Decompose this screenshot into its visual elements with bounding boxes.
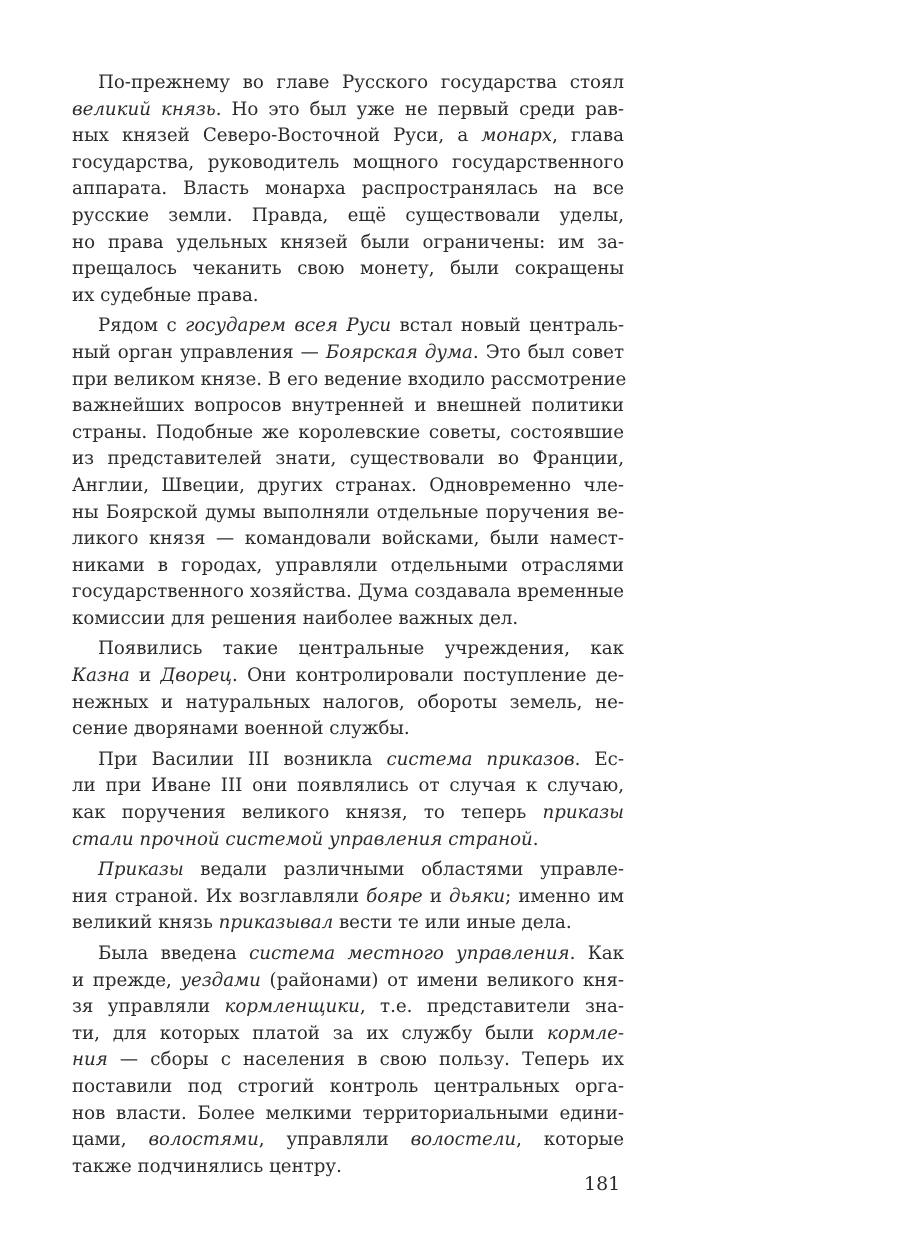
text-line: [72, 941, 624, 968]
text-line: [72, 579, 624, 606]
text-line: [72, 283, 624, 310]
text-run: Рядом с: [98, 315, 186, 337]
text-line: [72, 1154, 624, 1181]
text-line: [72, 1074, 624, 1101]
text-run: — сборы с населения в свою пользу. Теперь их: [107, 1049, 624, 1071]
text-run: сение дворянами военной службы.: [72, 718, 410, 740]
text-run: страны. Подобные же королевские советы, состоявшие: [72, 421, 624, 443]
text-line: [72, 367, 627, 394]
italic-term: волостями: [148, 1129, 259, 1151]
text-line: [72, 123, 624, 150]
text-run: . Они контролировали поступление де-: [231, 665, 624, 687]
text-line: [72, 636, 624, 663]
text-run: вести те или иные дела.: [333, 912, 572, 934]
text-line: [72, 800, 624, 827]
text-line: [72, 553, 624, 580]
italic-term: кормленщики: [224, 996, 360, 1018]
text-line: [72, 827, 624, 854]
italic-term: великий князь: [72, 98, 216, 120]
paragraph: [72, 636, 624, 742]
italic-term: система местного управления: [249, 943, 570, 964]
text-run: зя управляли: [72, 996, 225, 1018]
italic-term: приказывал: [218, 912, 334, 934]
text-run: , которые: [516, 1129, 624, 1151]
text-run: при великом князе. В его ведение входило рассмотрение: [72, 368, 627, 390]
paragraph: [72, 941, 624, 1180]
text-line: [72, 313, 624, 340]
text-run: прещалось чеканить свою монету, были сокращены: [72, 258, 624, 280]
text-run: ли при Иване III они появлялись от случая к случаю,: [72, 775, 624, 797]
text-run: поставили под строгий контроль центральных орга-: [72, 1075, 624, 1097]
text-run: ти, для которых платой за их службу были: [72, 1022, 547, 1044]
italic-term: волостели: [410, 1129, 517, 1151]
text-run: государственного хозяйства. Дума создавала временные: [72, 581, 624, 603]
text-line: [72, 747, 624, 774]
text-line: [72, 994, 624, 1021]
italic-term: монарх: [481, 125, 553, 147]
text-line: [72, 150, 624, 177]
page-number: 181: [584, 1173, 621, 1195]
text-line: [72, 393, 624, 420]
text-run: важнейших вопросов внутренней и внешней политики: [72, 395, 624, 417]
paragraph: [72, 313, 627, 632]
text-run: , т.е. представители зна-: [359, 996, 624, 1018]
text-line: [72, 716, 624, 743]
text-line: [72, 1127, 624, 1154]
text-run: нов власти. Более мелкими территориальными едини-: [72, 1102, 624, 1124]
text-run: цами,: [72, 1129, 149, 1151]
text-line: [72, 97, 624, 124]
text-run: аппарата. Власть монарха распространялась на все: [72, 178, 624, 200]
text-line: [72, 690, 624, 717]
text-run: . Но это был уже не первый среди рав-: [215, 98, 625, 120]
italic-term: кормле-: [546, 1022, 624, 1044]
text-line: [72, 70, 624, 97]
text-run: их судебные права.: [72, 284, 259, 306]
text-run: великий князь: [72, 912, 219, 934]
text-line: [72, 230, 624, 257]
italic-term: система приказов: [386, 748, 575, 770]
text-run: При Василии III возникла: [98, 748, 387, 770]
text-run: ный орган управления —: [72, 341, 326, 363]
page-body: [72, 70, 627, 1184]
text-run: но права удельных князей были ограничены: им за-: [72, 231, 624, 253]
text-run: комиссии для решения наиболее важных дел.: [72, 607, 519, 629]
text-run: и: [422, 885, 450, 907]
text-run: По-прежнему во главе Русского государства стоял: [98, 72, 624, 93]
text-run: .: [532, 828, 539, 850]
text-run: , управляли: [258, 1129, 411, 1151]
italic-term: Дворец: [160, 665, 232, 687]
text-run: . Как: [569, 943, 624, 964]
italic-term: бояре: [366, 885, 423, 907]
italic-term: дьяки: [449, 885, 506, 907]
text-run: ликого князя — командовали войсками, были намест-: [72, 528, 624, 550]
text-run: (районами) от имени великого кня-: [260, 969, 625, 991]
text-run: никами в городах, управляли отдельными отраслями: [72, 554, 624, 576]
italic-term: Казна: [72, 665, 130, 687]
italic-term: Боярская дума: [325, 341, 473, 363]
text-line: [72, 340, 624, 367]
text-run: , глава: [552, 125, 624, 147]
text-run: . Это был совет: [472, 341, 625, 363]
text-run: государства, руководитель мощного государственного: [72, 151, 624, 173]
text-run: встал новый централь-: [391, 315, 625, 337]
text-line: [72, 663, 624, 690]
text-run: Была введена: [98, 943, 250, 964]
paragraph: [72, 747, 624, 853]
text-run: нежных и натуральных налогов, обороты земель, не-: [72, 691, 624, 713]
text-line: [72, 473, 624, 500]
text-run: . Ес-: [574, 748, 624, 770]
text-run: и прежде,: [72, 969, 181, 991]
text-run: и: [129, 665, 161, 687]
text-run: ; именно им: [505, 885, 624, 907]
text-line: [72, 773, 624, 800]
text-line: [72, 256, 624, 283]
text-run: из представителей знати, существовали во Франции,: [72, 448, 624, 470]
text-run: ведали различными областями управле-: [183, 859, 624, 881]
text-run: ния страной. Их возглавляли: [72, 885, 367, 907]
text-run: как поручения великого князя, то теперь: [72, 802, 543, 824]
text-run: Появились такие центральные учреждения, как: [98, 638, 624, 660]
text-line: [72, 526, 624, 553]
text-run: Англии, Швеции, других странах. Одновременно чле-: [72, 474, 624, 496]
italic-term: приказы: [542, 802, 624, 824]
text-line: [72, 420, 624, 447]
italic-term: ния: [72, 1049, 108, 1071]
text-line: [72, 500, 624, 527]
text-line: [72, 606, 624, 633]
text-line: [72, 1101, 624, 1128]
text-line: [72, 176, 624, 203]
text-line: [72, 968, 624, 995]
text-run: ны Боярской думы выполняли отдельные поручения ве-: [72, 501, 624, 523]
text-line: [72, 884, 624, 911]
italic-term: стали прочной системой управления страной: [72, 828, 533, 850]
italic-term: Приказы: [98, 859, 184, 881]
paragraph: [72, 857, 624, 937]
text-line: [72, 910, 624, 937]
text-run: ных князей Северо-Восточной Руси, а: [72, 125, 482, 147]
paragraph: [72, 70, 624, 309]
text-run: русские земли. Правда, ещё существовали уделы,: [72, 204, 624, 226]
italic-term: государем всея Руси: [185, 315, 392, 337]
text-line: [72, 446, 624, 473]
text-line: [72, 1047, 624, 1074]
text-run: также подчинялись центру.: [72, 1155, 342, 1177]
text-line: [72, 1021, 624, 1048]
text-line: [72, 857, 624, 884]
italic-term: уездами: [180, 969, 261, 991]
text-line: [72, 203, 624, 230]
